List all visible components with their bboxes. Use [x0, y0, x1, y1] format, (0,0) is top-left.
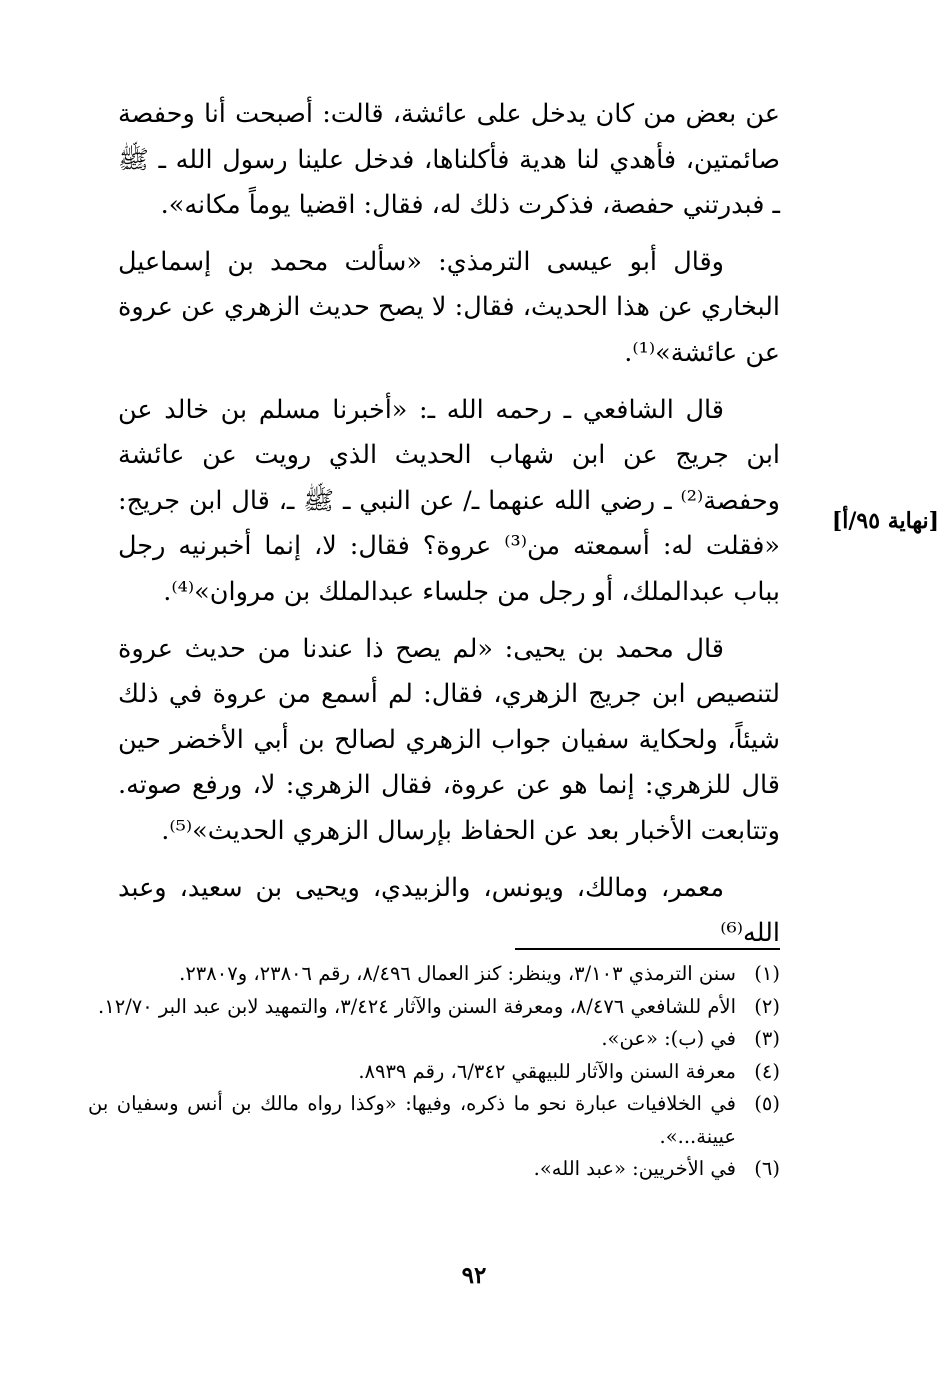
footnote-text: في الأخريين: «عبد الله». [533, 1157, 736, 1180]
paragraph-2: وقال أبو عيسى الترمذي: «سألت محمد بن إسماعيل البخاري عن هذا الحديث، فقال: لا يصح حديث الزهري عن عروة عن عائشة»⁽¹⁾. [118, 246, 780, 368]
main-text [118, 92, 780, 968]
footnote-4 [88, 1056, 780, 1089]
footnote-text: معرفة السنن والآثار للبيهقي ٦/٣٤٢، رقم ٨٩٣٩. [358, 1059, 736, 1083]
footnote-number: (٦) [754, 1157, 780, 1180]
page-number: ٩٢ [461, 1262, 487, 1289]
footnote-separator [515, 948, 780, 950]
paragraph-1: عن بعض من كان يدخل على عائشة، قالت: أصبحت أنا وحفصة صائمتين، فأهدي لنا هدية فأكلناها، فدخل علينا رسول الله ـ ﷺ ـ فبدرتني حفصة، فذكرت ذلك له، فقال: اقضيا يوماً مكانه». [118, 99, 780, 221]
manuscript-folio-note: [نهاية ٩٥/أ] [831, 508, 939, 534]
footnote-number: (٣) [754, 1027, 780, 1050]
paragraph-4: قال محمد بن يحيى: «لم يصح ذا عندنا من حديث عروة لتنصيص ابن جريج الزهري، فقال: لم أسمع من عروة في ذلك شيئاً، ولحكاية سفيان جواب الزهري لصالح بن أبي الأخضر حين قال للزهري: إنما هو عن عروة، فقال الزهري: لا، ورفع صوته. وتتابعت الأخبار بعد عن الحفاظ بإرسال الزهري الحديث»⁽⁵⁾. [118, 633, 780, 846]
footnote-text: الأم للشافعي ٨/٤٧٦، ومعرفة السنن والآثار ٣/٤٢٤، والتمهيد لابن عبد البر ١٢/٧٠. [98, 994, 736, 1018]
footnote-1 [88, 958, 780, 991]
footnote-5 [88, 1088, 780, 1153]
footnote-6 [88, 1153, 780, 1186]
footnotes [88, 958, 780, 1186]
footnote-2 [88, 991, 780, 1024]
footnote-text: في الخلافيات عبارة نحو ما ذكره، وفيها: «وكذا رواه مالك بن أنس وسفيان بن عيينة...». [88, 1092, 736, 1148]
footnote-text: في (ب): «عن». [601, 1027, 736, 1050]
footnote-text: سنن الترمذي ٣/١٠٣، وينظر: كنز العمال ٨/٤٩٦، رقم ٢٣٨٠٦، و٢٣٨٠٧. [179, 962, 736, 985]
footnote-number: (٤) [754, 1059, 780, 1083]
footnote-number: (٢) [754, 994, 780, 1018]
footnote-number: (٥) [754, 1092, 780, 1115]
paragraph-3: قال الشافعي ـ رحمه الله ـ: «أخبرنا مسلم بن خالد عن ابن جريج عن ابن شهاب الحديث الذي رويت عن عائشة وحفصة⁽²⁾ ـ رضي الله عنهما ـ/ عن النبي ـ ﷺ ـ، قال ابن جريج: «فقلت له: أسمعته من⁽³⁾ عروة؟ فقال: لا، إنما أخبرنيه رجل بباب عبدالملك، أو رجل من جلساء عبدالملك بن مروان»⁽⁴⁾. [118, 394, 780, 607]
footnote-3 [88, 1023, 780, 1056]
paragraph-5: معمر، ومالك، ويونس، والزبيدي، ويحيى بن سعيد، وعبد الله⁽⁶⁾ [118, 872, 780, 949]
footnote-number: (١) [754, 962, 780, 985]
